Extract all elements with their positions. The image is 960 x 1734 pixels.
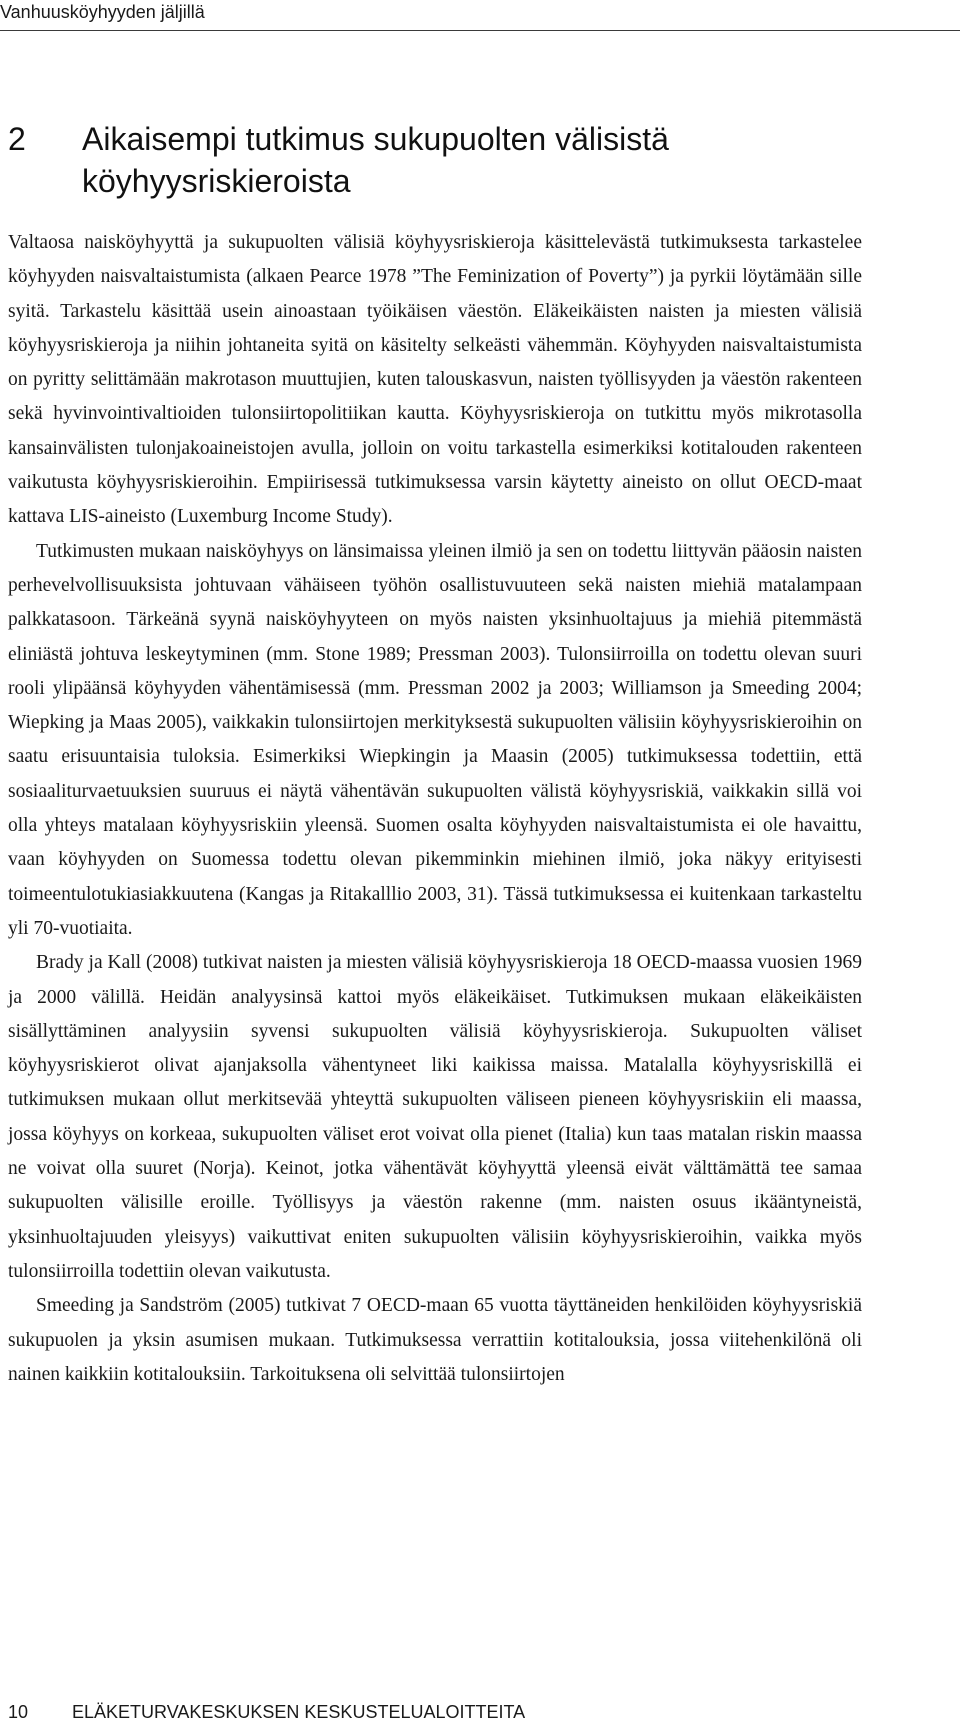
paragraph-4: Smeeding ja Sandström (2005) tutkivat 7 OECD-maan 65 vuotta täyttäneiden henkilöiden köyhyysriskiä sukupuolen ja yksin asumisen mukaan. Tutkimuksessa verrattiin kotitalouksia, jossa viitehenkilönä oli nainen kaikkiin kotitalouksiin. Tarkoituksena oli selvittää tulonsiirtojen bbox=[8, 1295, 862, 1385]
running-header: Vanhuusköyhyyden jäljillä bbox=[0, 2, 205, 22]
body-text bbox=[8, 226, 862, 1392]
paragraph-1: Valtaosa naisköyhyyttä ja sukupuolten välisiä köyhyysriskieroja käsittelevästä tutkimuksesta tarkastelee köyhyyden naisvaltaistumista (alkaen Pearce 1978 ”The Feminization of Poverty”) ja pyrkii löytämään sille syitä. Tarkastelu käsittää usein ainoastaan työikäisen väestön. Eläkeikäisten naisten ja miesten välisiä köyhyysriskieroja ja niihin johtaneita syitä on käsitelty selkeästi vähemmän. Köyhyyden naisvaltaistumista on pyritty selittämään makrotason muuttujien, kuten talouskasvun, naisten työllisyyden ja väestön rakenteen sekä hyvinvointivaltioiden tulonsiirtopolitiikan kautta. Köyhyysriskieroja on tutkittu myös mikrotasolla kansainvälisten tulonjakoaineistojen avulla, jolloin on voitu tarkastella esimerkiksi kotitalouden rakenteen vaikutusta köyhyysriskieroihin. Empiirisessä tutkimuksessa varsin käytetty aineisto on ollut OECD-maat kattava LIS-aineisto (Luxemburg Income Study). bbox=[8, 232, 862, 528]
paragraph-3: Brady ja Kall (2008) tutkivat naisten ja miesten välisiä köyhyysriskieroja 18 OECD-maassa vuosien 1969 ja 2000 välillä. Heidän analyysinsä kattoi myös eläkeikäiset. Tutkimuksen mukaan eläkeikäisten sisällyttäminen analyysiin syvensi sukupuolten välisiä köyhyysriskieroja. Sukupuolten väliset köyhyysriskierot olivat ajanjaksolla vähentyneet liki kaikissa maissa. Matalalla köyhyysriskillä ei tutkimuksen mukaan ollut merkitsevää yhteyttä sukupuolten väliseen pieneen köyhyysriskiin eli maassa, jossa köyhyys on korkeaa, sukupuolten väliset erot voivat olla pienet (Italia) kun taas matalan riskin maassa ne voivat olla suuret (Norja). Keinot, jotka vähentävät köyhyyttä yleensä eivät välttämättä tee samaa sukupuolten välisille eroille. Työllisyys ja väestön rakenne (mm. naisten osuus ikääntyneistä, yksinhuoltajuuden yleisyys) vaikuttivat eniten sukupuolten välisiin köyhyysriskieroihin, vaikka myös tulonsiirroilla todettiin olevan vaikutusta. bbox=[8, 952, 862, 1282]
chapter-title: Aikaisempi tutkimus sukupuolten välisistä köyhyysriskieroista bbox=[82, 121, 669, 199]
paragraph-2: Tutkimusten mukaan naisköyhyys on länsimaissa yleinen ilmiö ja sen on todettu liittyvän pääosin naisten perhevelvollisuuksista johtuvaan vähäiseen työhön osallistuvuuteen sekä naisten miehiä matalampaan palkkatasoon. Tärkeänä syynä naisköyhyyteen on myös naisten yksinhuoltajuus ja miehiä pitemmästä eliniästä johtuva leskeytyminen (mm. Stone 1989; Pressman 2003). Tulonsiirroilla on todettu olevan suuri rooli ylipäänsä köyhyyden vähentämisessä (mm. Pressman 2002 ja 2003; Williamson ja Smeeding 2004; Wiepking ja Maas 2005), vaikkakin tulonsiirtojen merkityksestä sukupuolten välisiin köyhyysriskieroihin on saatu erisuuntaisia tuloksia. Esimerkiksi Wiepkingin ja Maasin (2005) tutkimuksessa todettiin, että sosiaaliturvaetuuksien suuruus ei näytä vähentävän sukupuolten välistä köyhyysriskiä, vaikkakin sillä voi olla yhteys matalaan köyhyysriskiin yleensä. Suomen osalta köyhyyden naisvaltaistumista ei ole havaittu, vaan köyhyyden on Suomessa todettu olevan pikemminkin miehinen ilmiö, joka näkyy erityisesti toimeentulotukiasiakkuutena (Kangas ja Ritakalllio 2003, 31). Tässä tutkimuksessa ei kuitenkaan tarkasteltu yli 70-vuotiaita. bbox=[8, 540, 862, 939]
chapter-number: 2 bbox=[8, 121, 26, 157]
publication-series: ELÄKETURVAKESKUKSEN KESKUSTELUALOITTEITA bbox=[72, 1702, 526, 1722]
header-divider bbox=[0, 30, 960, 31]
chapter-heading bbox=[8, 118, 908, 202]
page-footer bbox=[8, 1702, 525, 1723]
page-number: 10 bbox=[8, 1702, 29, 1722]
